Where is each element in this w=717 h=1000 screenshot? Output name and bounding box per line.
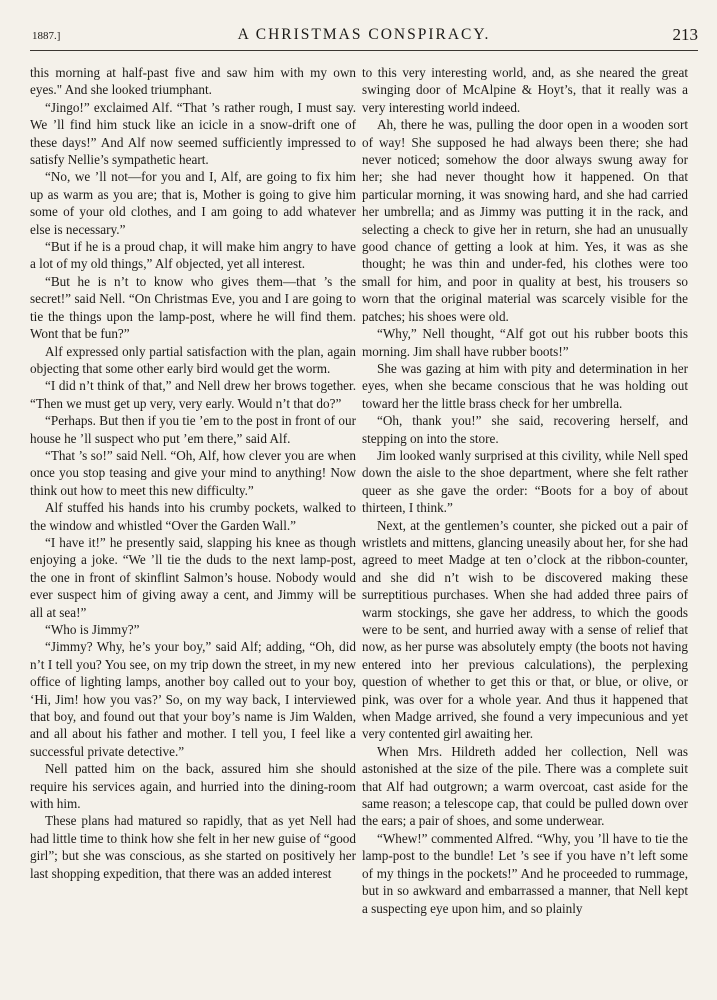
paragraph: “That ’s so!” said Nell. “Oh, Alf, how clever you are when once you stop teasing and give your mind to anything! Now think out how to meet this new difficulty.” [30, 447, 356, 498]
page-number: 213 [672, 25, 698, 44]
paragraph: “Who is Jimmy?” [45, 622, 140, 637]
paragraph: Nell patted him on the back, assured him she should require his services again, and hurried into the dining-room with him. [30, 761, 356, 812]
paragraph: “Oh, thank you!” she said, recovering herself, and stepping on into the store. [362, 413, 688, 446]
paragraph: “I have it!” he presently said, slapping his knee as though enjoying a joke. “We ’ll tie the duds to the next lamp-post, the one in front of skinflint Salmon’s house. Nobody would ever suspect him of giving away a cent, and Jimmy will be all at sea!” [30, 534, 356, 620]
paragraph: “No, we ’ll not—for you and I, Alf, are going to fix him up as warm as you are; that is, Mother is going to give him some of your old clothes, and I am going to add whatever else is necessary.” [30, 169, 356, 237]
paragraph: “I did n’t think of that,” and Nell drew her brows together. “Then we must get up very, very early. Would n’t that do?” [30, 378, 356, 411]
issue-year: 1887.] [32, 30, 61, 42]
paragraph: to this very interesting world, and, as she neared the great swinging door of McAlpine & Hoyt’s, that it really was a very interesting world indeed. [362, 65, 688, 115]
right-column [362, 64, 688, 917]
paragraph: “But if he is a proud chap, it will make him angry to have a lot of my old things,” Alf objected, yet all interest. [30, 239, 356, 272]
paragraph: Alf stuffed his hands into his crumby pockets, walked to the window and whistled “Over the Garden Wall.” [30, 500, 356, 533]
paragraph: “Whew!” commented Alfred. “Why, you ’ll have to tie the lamp-post to the bundle! Let ’s see if you have n’t left some of my things in the pockets!” And he proceeded to rummage, but in so awkward and embarrassed a manner, that Nell kept a suspecting eye upon him, and so plainly [362, 830, 688, 916]
paragraph: this morning at half-past five and saw him with my own eyes." And she looked triumphant. [30, 65, 356, 98]
paragraph: Ah, there he was, pulling the door open in a wooden sort of way! She supposed he had always been there; she had never noticed; somehow the door always swung away for her; she had never thought how it happened. On that particular morning, it was snowing hard, and she had carried her umbrella; and as Jimmy was putting it in the rack, and selecting a check to give her in return, she had an unusually good chance of getting a look at him. Yes, it was as she thought; he was thin and under-fed, his clothes were too small for him, and poor in quality at best, his trousers so worn that the original material was scarcely visible for the patches; his shoes were old. [362, 117, 688, 324]
paragraph: “Why,” Nell thought, “Alf got out his rubber boots this morning. Jim shall have rubber boots!” [362, 326, 688, 359]
paragraph: When Mrs. Hildreth added her collection, Nell was astonished at the size of the pile. There was a complete suit that Alf had outgrown; a warm overcoat, cast aside for the same reason; a telescope cap, that could be pulled down over the ears; a pair of shoes, and some underwear. [362, 743, 688, 829]
running-head [30, 20, 698, 51]
paragraph: “Jingo!” exclaimed Alf. “That ’s rather rough, I must say. We ’ll find him stuck like an icicle in a snow-drift one of these days!” And Alf now seemed sufficiently impressed to satisfy Nellie’s sympathetic heart. [30, 99, 356, 168]
left-column [30, 64, 356, 882]
paragraph: These plans had matured so rapidly, that as yet Nell had had little time to think how she felt in her new guise of “good girl”; but she was conscious, as she started on positively her last shopping expedition, that there was an added interest [30, 813, 356, 881]
paragraph: “Perhaps. But then if you tie ’em to the post in front of our house he ’ll suspect who put ’em there,” said Alf. [30, 413, 356, 446]
paragraph: Next, at the gentlemen’s counter, she picked out a pair of wristlets and mittens, glancing uneasily about her, for she had agreed to meet Madge at ten o’clock at the ribbon-counter, and she did n’t wish to be discovered making these surreptitious purchases. When she had added three pairs of warm stockings, she gave her address, to which the goods were to be sent, and hurried away with a sense of relief that now, as her purse was absolutely empty (the boots not having entered into her previous calculations), the perplexing question of whether to get this or that, or blue, or olive, or pink, was over for a whole year. And thus it happened that when Madge arrived, she found a very impecunious and yet very contented girl awaiting her. [362, 517, 688, 742]
article-title: A CHRISTMAS CONSPIRACY. [237, 26, 491, 43]
paragraph: “But he is n’t to know who gives them—that ’s the secret!” said Nell. “On Christmas Eve, you and I are going to tie the things upon the lamp-post, where he will find them. Wont that be fun?” [30, 273, 356, 342]
paragraph: Jim looked wanly surprised at this civility, while Nell sped down the aisle to the shoe department, where she felt rather queer as she gave the order: “Boots for a boy of about thirteen, I think.” [362, 447, 688, 516]
paragraph: “Jimmy? Why, he’s your boy,” said Alf; adding, “Oh, did n’t I tell you? You see, on my trip down the street, in my new office of lighting lamps, another boy called out to your boy, ‘Hi, Jim! how you vas?’ So, on my way back, I interviewed that boy, and found out that your boy’s name is Jim Walden, and all about his father and mother. I tell you, I feel like a successful private detective.” [30, 639, 356, 759]
paragraph: Alf expressed only partial satisfaction with the plan, again objecting that some other early bird would get the worm. [30, 343, 356, 376]
paragraph: She was gazing at him with pity and determination in her eyes, when she became conscious that he was holding out toward her the little brass check for her umbrella. [362, 360, 688, 411]
